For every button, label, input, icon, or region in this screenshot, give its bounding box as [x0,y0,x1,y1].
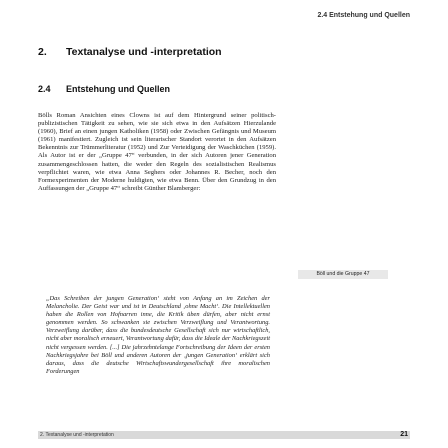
chapter-title: Textanalyse und -interpretation [66,46,222,58]
chapter-number: 2. [38,46,47,58]
body-text [38,112,276,193]
section-title: Entstehung und Quellen [66,84,170,94]
chapter-heading [38,46,222,58]
block-quote: „Das Schreiben der jungen Generation‘ steht von Anfang an im Zeichen der Melancholie. Der Geist war und ist in Deutschland ‚ohne Macht‘. Die Intellektuellen haben die Rollen von Hofnarren inne, die Kritik üben dürfen, aber nicht ernst genommen werden. So schwanken sie zwischen Verzweiflung und Verantwortung. Verzweiflung darüber, dass die bundesdeutsche Gesellschaft sich nur wirtschaftlich, nicht aber moralisch erneuert, Verantwortung dafür, dass die Ideale der Nachkriegszeit nicht vergessen werden. [...] Die jahrzehntelange Fortschreibung der Ideen der ersten Nachkriegsjahre bei Böll und anderen Autoren der ‚jungen Generation‘ erklärt sich daraus, dass die deutsche Wirtschaftswundergesellschaft ihre moralischen Forderungen [46,295,270,375]
margin-note: Böll und die Gruppe 47 [298,270,388,279]
page-number: 21 [400,431,408,438]
section-heading [38,84,170,94]
body-paragraph: Bölls Roman Ansichten eines Clowns ist auf dem Hintergrund seiner politisch-publizistischen Tätigkeit zu sehen, wie sie sich etwa in den Aufsätzen Hierzulande (1960), Brief an einen jungen Katholiken (1958) oder Zwischen Gefängnis und Museum (1961) manifestiert. Zugleich ist sein literarischer Standort verortet in den Aufsätzen Bekenntnis zur Trümmerliteratur (1952) und Zur Verteidigung der Waschküchen (1959). Als Autor ist er der „Gruppe 47“ verbunden, in der sich Autoren jener Generation zusammengeschlossen hatten, die weder den Regeln des sozialistischen Realismus verpflichtet waren, wie etwa Anna Seghers oder Johannes R. Becher, noch den Formexperimenten der Moderne huldigten, wie etwa Benn. Über den Grundzug in den Auffassungen der „Gruppe 47“ schreibt Günther Blamberger: [38,112,276,192]
footer-label: 2. Textanalyse und -interpretation [40,432,114,438]
running-head: 2.4 Entstehung und Quellen [317,12,410,19]
section-number: 2.4 [38,84,51,94]
